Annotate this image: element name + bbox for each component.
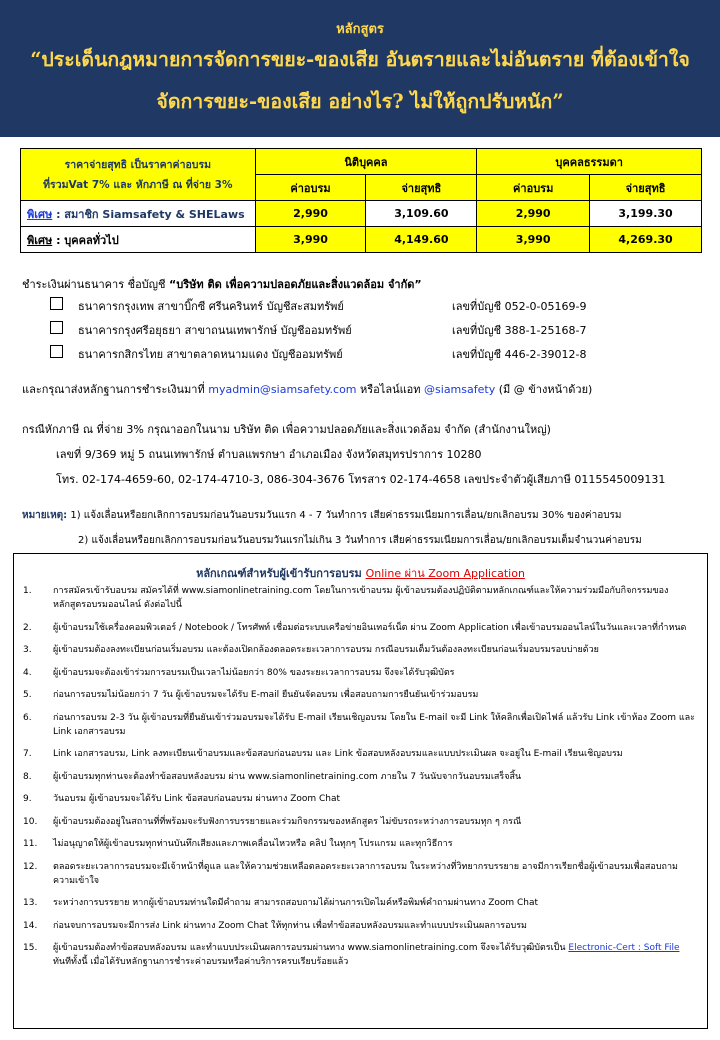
rule-text: ก่อนจบการอบรมจะมีการส่ง Link ผ่านทาง Zoom Chat ให้ทุกท่าน เพื่อทำข้อสอบหลังอบรมและทำแบบประเมินผลการอบรม [53,920,527,931]
rule-number: 9. [23,794,32,804]
rule-text: Link เอกสารอบรม, Link ลงทะเบียนเข้าอบรมและข้อสอบก่อนอบรม และ Link ข้อสอบหลังอบรมและแบบประเมินผล จะอยู่ใน E-mail เรียนเชิญอบรม [53,749,623,759]
checkbox-icon [50,321,63,334]
proof-email-link[interactable]: myadmin@siamsafety.com [208,383,357,396]
header-banner [0,0,720,137]
rule-text: ไม่อนุญาตให้ผู้เข้าอบรมทุกท่านบันทึกเสียงและภาพเคลื่อนไหวหรือ คลิป ในทุกๆ โปรแกรม และทุกวิธีการ [53,839,453,849]
list-item [14,896,707,910]
bank-account: เลขที่บัญชี 446-2-39012-8 [452,348,587,361]
price-desc-line2: ที่รวมVat 7% และ หักภาษี ณ ที่จ่าย 3% [43,178,233,191]
price-cell: 4,269.30 [590,227,702,253]
special-prefix: พิเศษ [27,233,53,247]
rule-number: 1. [23,586,32,596]
rule-number: 14. [23,920,38,931]
price-cell: 2,990 [477,201,590,227]
bank-item [50,345,690,361]
bank-account: เลขที่บัญชี 052-0-05169-9 [452,300,587,313]
payment-intro [22,275,422,293]
rule-text: การสมัครเข้ารับอบรม สมัครได้ที่ www.siamonlinetraining.com โดยในการเข้าอบรม ผู้เข้าอบรมต้องปฏิบัติตามหลักเกณฑ์และให้ความร่วมมือกับกิจกรรมของหลักสูตรอบรมออนไลน์ ดังต่อไปนี้ [53,586,669,610]
list-item [14,837,707,851]
col-ind-net: จ่ายสุทธิ [590,175,702,201]
list-item [14,711,707,739]
rules-list [14,584,707,978]
rule-text: ระหว่างการบรรยาย หากผู้เข้าอบรมท่านใดมีคำถาม สามารถสอบถามได้ผ่านการเปิดไมค์หรือพิมพ์คำถามผ่านทาง Zoom Chat [53,898,539,908]
rule-text: วันอบรม ผู้เข้าอบรมจะได้รับ Link ข้อสอบก่อนอบรม ผ่านทาง Zoom Chat [53,794,341,804]
rule-text: ผู้เข้าอบรมต้องอยู่ในสถานที่ที่พร้อมจะรับฟังการบรรยายและร่วมกิจกรรมของหลักสูตร ไม่ขับรถระหว่างการอบรมทุก ๆ กรณี [53,816,522,827]
rule-text: ผู้เข้าอบรมใช้เครื่องคอมพิวเตอร์ / Notebook / โทรศัพท์ เชื่อมต่อระบบเครือข่ายอินเทอร์เน็ต ผ่าน Zoom Application เพื่อเข้าอบรมออนไลน์ในวันและเวลาที่กำหนด [53,622,687,633]
row-label-member [21,201,256,227]
rule-number: 5. [23,690,32,700]
price-cell: 3,990 [255,227,366,253]
list-item [14,688,707,702]
rule-number: 7. [23,749,32,759]
account-name: “บริษัท ติด เพื่อความปลอดภัยและสิ่งแวดล้อม จำกัด” [169,278,422,291]
tax-line1: กรณีหักภาษี ณ ที่จ่าย 3% กรุณาออกในนาม บริษัท ติด เพื่อความปลอดภัยและสิ่งแวดล้อม จำกัด (สำนักงานใหญ่) [22,423,551,436]
rules-title-online: Online ผ่าน Zoom Application [365,567,525,580]
rule-number: 3. [23,645,32,655]
proof-text: และกรุณาส่งหลักฐานการชำระเงินมาที่ [22,383,209,396]
list-item [14,747,707,761]
table-row [21,201,702,227]
bank-item [50,297,690,313]
list-item [14,815,707,829]
rule-number: 13. [23,898,38,908]
rules-title [14,564,707,582]
rules-box [13,553,708,1029]
proof-text: (มี @ ข้างหน้าด้วย) [495,383,593,396]
rule-number: 4. [23,667,32,678]
row-label-text: : บุคคลทั่วไป [52,233,119,247]
special-prefix: พิเศษ [27,207,53,221]
rule-text-after: ทันทีทั้งนี้ เมื่อได้รับหลักฐานการชำระค่าอบรมหรือค่าบริการครบเรียบร้อยแล้ว [53,957,349,967]
note-1 [22,508,622,523]
electronic-cert-link[interactable]: Electronic-Cert : Soft File [568,943,680,953]
bank-item [50,321,690,337]
rule-number: 6. [23,712,32,723]
bank-name: ธนาคารกรุงเทพ สาขาบิ๊กซี ศรีนครินทร์ บัญชีสะสมทรัพย์ [78,300,344,313]
price-cell: 3,990 [477,227,590,253]
list-item [14,770,707,784]
row-label-general [21,227,256,253]
note-label: หมายเหตุ: [22,510,68,521]
rule-text: ก่อนการอบรมไม่น้อยกว่า 7 วัน ผู้เข้าอบรมจะได้รับ E-mail ยืนยันจัดอบรม เพื่อสอบถามการยืนยันเข้าร่วมอบรม [53,690,479,700]
rule-text: ตลอดระยะเวลาการอบรมจะมีเจ้าหน้าที่ดูแล และให้ความช่วยเหลือตลอดระยะเวลาการอบรม ในระหว่างที่วิทยากรบรรยาย อาจมีการเรียกชื่อผู้เข้าอบรมเพื่อสอบถามความเข้าใจ [53,861,678,886]
rule-number: 11. [23,839,38,849]
tax-contact: โทร. 02-174-4659-60, 02-174-4710-3, 086-304-3676 โทรสาร 02-174-4658 เลขประจำตัวผู้เสียภาษี 0115545009131 [56,473,666,486]
payment-intro-text: ชำระเงินผ่านธนาคาร ชื่อบัญชี [22,278,169,291]
checkbox-icon [50,297,63,310]
list-item [14,666,707,680]
rule-number: 12. [23,861,38,872]
rule-text: ก่อนการอบรม 2-3 วัน ผู้เข้าอบรมที่ยืนยันเข้าร่วมอบรมจะได้รับ E-mail เรียนเชิญอบรม โดยใน E-mail จะมี Link ให้คลิกเพื่อเปิดไฟล์ แล้วรับ Link เข้าห้อง Zoom และ Link เอกสารอบรม [53,712,695,737]
price-desc-line1: ราคาจ่ายสุทธิ เป็นราคาค่าอบรม [64,158,211,171]
proof-of-payment [22,380,592,398]
course-kicker: หลักสูตร [336,22,384,37]
price-description [21,149,256,201]
proof-line-link[interactable]: @siamsafety [424,383,496,396]
rule-text: ผู้เข้าอบรมต้องลงทะเบียนก่อนเริ่มอบรม และต้องเปิดกล้องตลอดระยะเวลาการอบรม กรณีอบรมเต็มวันต้องลงทะเบียนก่อนเริ่มอบรมรอบบ่ายด้วย [53,645,599,655]
rule-number: 15. [23,943,38,953]
course-title-line1: “ประเด็นกฎหมายการจัดการขยะ-ของเสีย อันตรายและไม่อันตราย ที่ต้องเข้าใจ [30,48,690,71]
rules-title-text: หลักเกณฑ์สำหรับผู้เข้ารับการอบรม [196,567,366,580]
rule-text: ผู้เข้าอบรมทุกท่านจะต้องทำข้อสอบหลังอบรม ผ่าน www.siamonlinetraining.com ภายใน 7 วันนับจากวันอบรมเสร็จสิ้น [53,771,522,782]
note-1-text: 1) แจ้งเลื่อนหรือยกเลิกการอบรมก่อนวันอบรมวันแรก 4 - 7 วันทำการ เสียค่าธรรมเนียมการเลื่อน/ยกเลิกอบรม 30% ของค่าอบรม [67,510,622,521]
row-label-text: : สมาชิก Siamsafety & SHELaws [52,207,245,221]
note-2: 2) แจ้งเลื่อนหรือยกเลิกการอบรมก่อนวันอบรมวันแรกไม่เกิน 3 วันทำการ เสียค่าธรรมเนียมการเลื่อน/ยกเลิกอบรมเต็มจำนวนค่าอบรม [78,535,642,546]
col-corp-net: จ่ายสุทธิ [366,175,477,201]
col-corp-fee: ค่าอบรม [255,175,366,201]
tax-address: เลขที่ 9/369 หมู่ 5 ถนนเทพารักษ์ ตำบลแพรกษา อำเภอเมือง จังหวัดสมุทรปราการ 10280 [56,448,482,461]
bank-name: ธนาคารกสิกรไทย สาขาตลาดหนามแดง บัญชีออมทรัพย์ [78,348,343,361]
list-item [14,643,707,657]
bank-account: เลขที่บัญชี 388-1-25168-7 [452,324,587,337]
price-table [20,148,702,253]
proof-text: หรือไลน์แอท [356,383,425,396]
rule-text: ผู้เข้าอบรมจะต้องเข้าร่วมการอบรมเป็นเวลาไม่น้อยกว่า 80% ของระยะเวลาการอบรม จึงจะได้รับวุฒิบัตร [53,667,455,678]
price-cell: 3,199.30 [590,201,702,227]
price-cell: 2,990 [255,201,366,227]
list-item [14,621,707,635]
list-item [14,792,707,806]
course-title-line2: จัดการขยะ-ของเสีย อย่างไร? ไม่ให้ถูกปรับหนัก” [156,90,564,113]
col-individual: บุคคลธรรมดา [477,149,702,175]
rule-number: 2. [23,622,32,633]
checkbox-icon [50,345,63,358]
price-cell: 4,149.60 [366,227,477,253]
rule-number: 8. [23,771,32,782]
list-item [14,919,707,933]
col-ind-fee: ค่าอบรม [477,175,590,201]
price-cell: 3,109.60 [366,201,477,227]
rule-text: ผู้เข้าอบรมต้องทำข้อสอบหลังอบรม และทำแบบประเมินผลการอบรมผ่านทาง www.siamonlinetraining.com จึงจะได้รับวุฒิบัตรเป็น [53,943,569,953]
list-item [14,941,707,969]
rule-number: 10. [23,816,38,827]
table-row [21,227,702,253]
bank-name: ธนาคารกรุงศรีอยุธยา สาขาถนนเทพารักษ์ บัญชีออมทรัพย์ [78,324,352,337]
list-item [14,584,707,612]
col-corporate: นิติบุคคล [255,149,477,175]
list-item [14,860,707,888]
